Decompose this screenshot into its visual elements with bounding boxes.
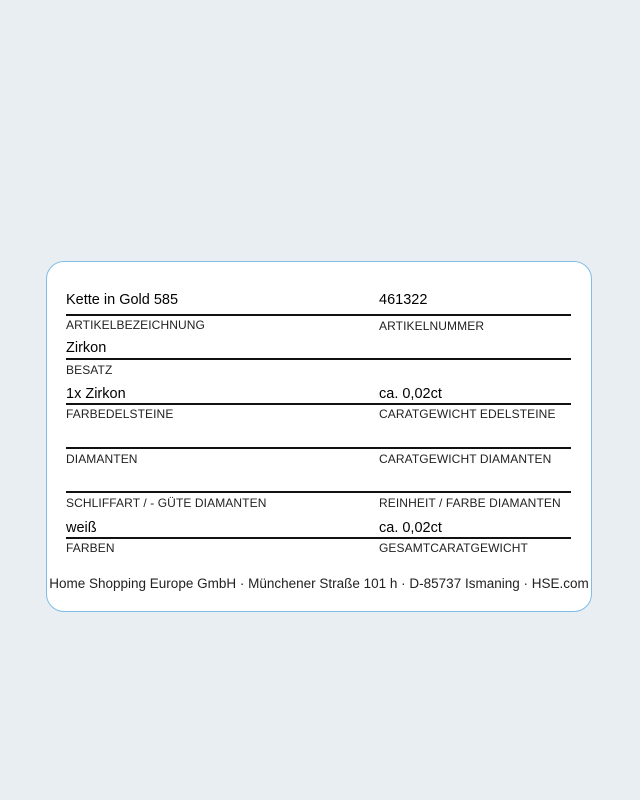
field-rule <box>66 447 571 449</box>
field-rule <box>66 403 571 405</box>
total-carat-label: GESAMTCARATGEWICHT <box>379 541 528 555</box>
article-name-value: Kette in Gold 585 <box>66 292 179 308</box>
setting-value: Zirkon <box>66 340 107 356</box>
gem-carat-label: CARATGEWICHT EDELSTEINE <box>379 407 556 421</box>
colored-gems-label: FARBEDELSTEINE <box>66 407 174 421</box>
clarity-color-label: REINHEIT / FARBE DIAMANTEN <box>379 496 561 510</box>
field-rule <box>66 491 571 493</box>
total-carat-value: ca. 0,02ct <box>379 520 442 536</box>
product-info-card <box>46 261 592 612</box>
field-rule <box>66 314 571 316</box>
diamond-carat-label: CARATGEWICHT DIAMANTEN <box>379 452 552 466</box>
colors-value: weiß <box>66 520 97 536</box>
cut-quality-label: SCHLIFFART / - GÜTE DIAMANTEN <box>66 496 267 510</box>
article-number-value: 461322 <box>379 292 428 308</box>
article-number-label: ARTIKELNUMMER <box>379 319 485 333</box>
field-rule <box>66 358 571 360</box>
gem-carat-value: ca. 0,02ct <box>379 386 442 402</box>
field-rule <box>66 537 571 539</box>
diamonds-label: DIAMANTEN <box>66 452 138 466</box>
setting-label: BESATZ <box>66 363 113 377</box>
company-footer: Home Shopping Europe GmbH · Münchener Straße 101 h · D-85737 Ismaning · HSE.com <box>49 576 589 591</box>
colors-label: FARBEN <box>66 541 115 555</box>
colored-gems-value: 1x Zirkon <box>66 386 126 402</box>
article-name-label: ARTIKELBEZEICHNUNG <box>66 318 205 332</box>
